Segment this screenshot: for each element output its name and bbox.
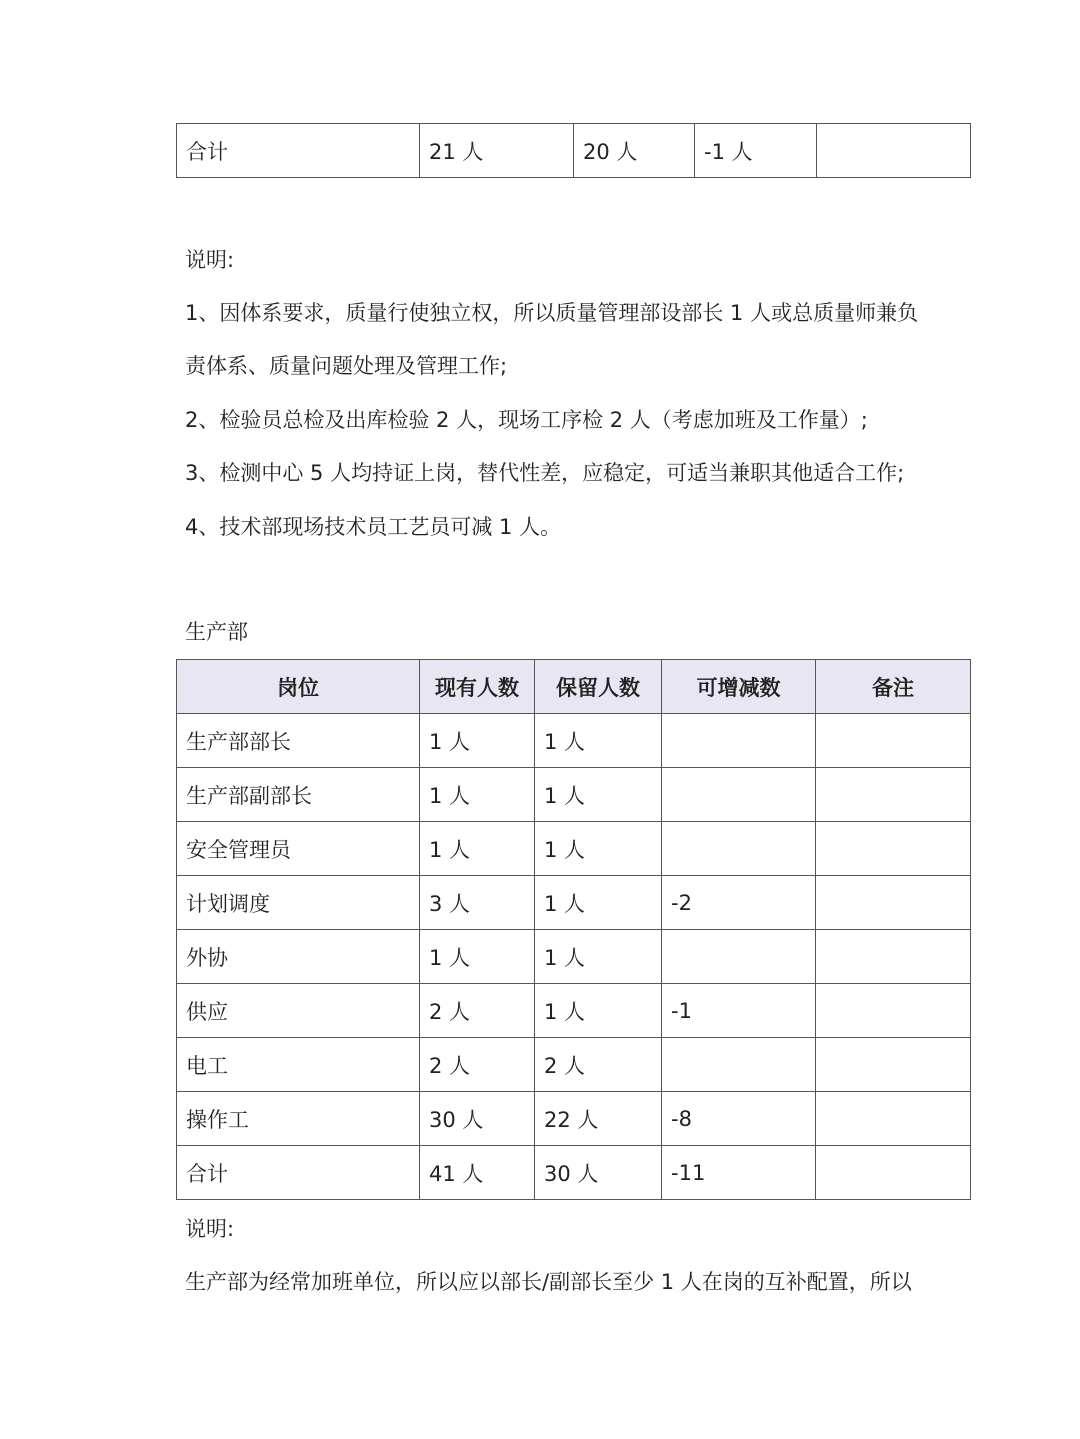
note-line: 2、检验员总检及出库检验 2 人，现场工序检 2 人（考虑加班及工作量）; [185, 408, 868, 432]
cell-current: 2 人 [420, 984, 535, 1038]
note-heading: 说明: [185, 248, 235, 272]
cell-change [662, 714, 816, 768]
section-title: 生产部 [185, 620, 248, 644]
cell-position: 电工 [177, 1038, 420, 1092]
cell-retained: 1 人 [535, 714, 662, 768]
cell-position: 操作工 [177, 1092, 420, 1146]
cell-current: 3 人 [420, 876, 535, 930]
cell-position: 外协 [177, 930, 420, 984]
cell-change: -8 [662, 1092, 816, 1146]
cell-position: 合计 [177, 1146, 420, 1200]
note-line: 生产部为经常加班单位，所以应以部长/副部长至少 1 人在岗的互补配置，所以 [185, 1270, 912, 1294]
cell-note [816, 1038, 971, 1092]
cell-note [816, 1146, 971, 1200]
cell-note [816, 930, 971, 984]
cell-position: 供应 [177, 984, 420, 1038]
cell-change: -11 [662, 1146, 816, 1200]
cell-change: -2 [662, 876, 816, 930]
cell-retained: 30 人 [535, 1146, 662, 1200]
summary-total-table [176, 123, 971, 178]
table-row [177, 124, 971, 178]
cell-note [816, 768, 971, 822]
table-row [177, 1038, 971, 1092]
cell-note [816, 714, 971, 768]
cell-position: 生产部部长 [177, 714, 420, 768]
cell-retained: 1 人 [535, 930, 662, 984]
table-row [177, 1092, 971, 1146]
cell-note [816, 822, 971, 876]
total-current: 21 人 [420, 124, 574, 178]
cell-current: 1 人 [420, 822, 535, 876]
table-row [177, 768, 971, 822]
header-current: 现有人数 [420, 660, 535, 714]
cell-note [816, 876, 971, 930]
total-label: 合计 [177, 124, 420, 178]
cell-position: 计划调度 [177, 876, 420, 930]
table-row [177, 984, 971, 1038]
cell-position: 生产部副部长 [177, 768, 420, 822]
note-line: 3、检测中心 5 人均持证上岗，替代性差，应稳定，可适当兼职其他适合工作; [185, 461, 905, 485]
table-row [177, 930, 971, 984]
cell-current: 2 人 [420, 1038, 535, 1092]
total-retained: 20 人 [574, 124, 695, 178]
note-line: 1、因体系要求，质量行使独立权，所以质量管理部设部长 1 人或总质量师兼负 [185, 301, 919, 325]
table-row [177, 822, 971, 876]
header-change: 可增减数 [662, 660, 816, 714]
cell-retained: 1 人 [535, 876, 662, 930]
table-row [177, 876, 971, 930]
header-retained: 保留人数 [535, 660, 662, 714]
cell-change [662, 768, 816, 822]
cell-change [662, 822, 816, 876]
cell-current: 1 人 [420, 768, 535, 822]
cell-current: 1 人 [420, 714, 535, 768]
table-row [177, 714, 971, 768]
cell-current: 1 人 [420, 930, 535, 984]
total-note [817, 124, 971, 178]
table-row [177, 1146, 971, 1200]
cell-retained: 1 人 [535, 768, 662, 822]
note-line: 责体系、质量问题处理及管理工作; [185, 354, 508, 378]
cell-change [662, 930, 816, 984]
cell-note [816, 984, 971, 1038]
cell-current: 41 人 [420, 1146, 535, 1200]
header-note: 备注 [816, 660, 971, 714]
cell-change [662, 1038, 816, 1092]
cell-retained: 2 人 [535, 1038, 662, 1092]
header-row [177, 660, 971, 714]
cell-retained: 22 人 [535, 1092, 662, 1146]
cell-change: -1 [662, 984, 816, 1038]
cell-position: 安全管理员 [177, 822, 420, 876]
total-change: -1 人 [695, 124, 817, 178]
note-line: 4、技术部现场技术员工艺员可减 1 人。 [185, 515, 562, 539]
cell-retained: 1 人 [535, 822, 662, 876]
header-position: 岗位 [177, 660, 420, 714]
cell-note [816, 1092, 971, 1146]
cell-retained: 1 人 [535, 984, 662, 1038]
cell-current: 30 人 [420, 1092, 535, 1146]
note-heading: 说明: [185, 1217, 235, 1241]
production-staff-table [176, 659, 971, 1200]
